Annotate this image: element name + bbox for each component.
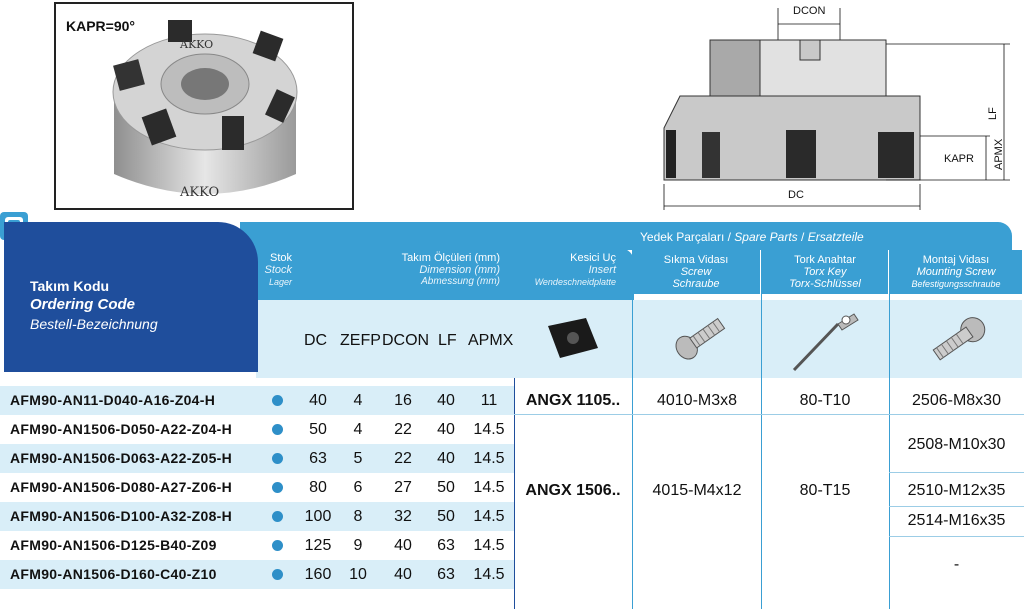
kapr-dim-label: KAPR — [944, 153, 974, 165]
cell-lf: 40 — [437, 421, 455, 438]
mount-cell: 2510-M12x35 — [907, 482, 1006, 499]
cell-dcon: 40 — [394, 566, 412, 583]
code-title-de: Bestell-Bezeichnung — [30, 316, 158, 332]
cell-dc: 160 — [304, 566, 332, 583]
cell-lf: 63 — [437, 537, 455, 554]
insert-cell: ANGX 1506.. — [525, 482, 621, 499]
dcon-dim-label: DCON — [793, 5, 826, 17]
divider — [514, 378, 515, 609]
ordering-code: AFM90-AN1506-D050-A22-Z04-H — [10, 421, 233, 437]
cell-lf: 40 — [437, 450, 455, 467]
milling-cutter-image — [56, 4, 352, 208]
ordering-code: AFM90-AN1506-D125-B40-Z09 — [10, 537, 217, 553]
mounting-screw-icon — [918, 308, 998, 372]
stock-dot — [272, 453, 283, 464]
cell-dc: 50 — [309, 421, 327, 438]
spare-parts-header: Yedek Parçaları / Spare Parts / Ersatzteile — [640, 230, 864, 244]
divider — [889, 536, 1024, 537]
cell-zefp: 9 — [353, 537, 363, 554]
product-table — [0, 220, 1024, 609]
ordering-code: AFM90-AN1506-D100-A32-Z08-H — [10, 508, 233, 524]
stock-dot — [272, 482, 283, 493]
col-lf: LF — [438, 332, 457, 349]
mount-cell: - — [953, 556, 960, 573]
code-title-tr: Takım Kodu — [30, 278, 110, 294]
screw-cell: 4010-M3x8 — [656, 392, 738, 409]
cell-dc: 80 — [309, 479, 327, 496]
cell-dc: 63 — [309, 450, 327, 467]
dimension-header: Takım Ölçüleri (mm) Dimension (mm) Abmessung (mm) — [401, 252, 500, 287]
cell-zefp: 10 — [349, 566, 367, 583]
stock-dot — [272, 540, 283, 551]
screw-cell: 4015-M4x12 — [652, 482, 742, 499]
cell-dcon: 22 — [394, 421, 412, 438]
technical-drawing — [650, 0, 1024, 212]
cell-apmx: 14.5 — [473, 508, 505, 525]
stock-dot — [272, 569, 283, 580]
ordering-code: AFM90-AN1506-D080-A27-Z06-H — [10, 479, 233, 495]
header-bar — [240, 222, 1012, 250]
cell-apmx: 14.5 — [473, 537, 505, 554]
cell-zefp: 8 — [353, 508, 363, 525]
dc-dim-label: DC — [788, 189, 804, 201]
ordering-code-header — [4, 222, 258, 372]
torx-key-icon — [784, 306, 864, 376]
mount-cell: 2514-M16x35 — [907, 512, 1006, 529]
stock-dot — [272, 395, 283, 406]
cell-apmx: 14.5 — [473, 566, 505, 583]
akko-logo-top: AKKO — [180, 38, 214, 51]
divider — [889, 506, 1024, 507]
mount-cell: 2508-M10x30 — [907, 436, 1006, 453]
akko-logo-side: AKKO — [180, 185, 220, 200]
stock-dot — [272, 511, 283, 522]
apmx-dim-label: APMX — [993, 138, 1005, 170]
stock-header: Stok Stock Lager — [264, 252, 292, 287]
product-photo — [54, 2, 354, 210]
cell-apmx: 14.5 — [473, 421, 505, 438]
col-dc: DC — [304, 332, 328, 349]
cell-dcon: 16 — [394, 392, 412, 409]
cell-zefp: 4 — [353, 421, 363, 438]
cell-dc: 125 — [304, 537, 332, 554]
cell-lf: 50 — [437, 479, 455, 496]
ordering-code: AFM90-AN1506-D063-A22-Z05-H — [10, 450, 233, 466]
cell-dcon: 32 — [394, 508, 412, 525]
key-cell: 80-T15 — [799, 482, 851, 499]
cell-apmx: 14.5 — [473, 450, 505, 467]
cell-lf: 63 — [437, 566, 455, 583]
cell-zefp: 4 — [353, 392, 363, 409]
ordering-code: AFM90-AN1506-D160-C40-Z10 — [10, 566, 217, 582]
col-zefp: ZEFP — [340, 332, 381, 349]
cell-lf: 40 — [437, 392, 455, 409]
cell-apmx: 11 — [480, 392, 498, 409]
key-cell: 80-T10 — [799, 392, 851, 409]
cell-zefp: 5 — [353, 450, 363, 467]
divider — [514, 414, 1024, 415]
divider — [889, 472, 1024, 473]
screw-header: Sıkma Vidası Screw Schraube — [632, 250, 760, 294]
cell-dcon: 27 — [394, 479, 412, 496]
divider — [632, 250, 633, 609]
cell-apmx: 14.5 — [473, 479, 505, 496]
screw-icon — [664, 308, 734, 370]
insert-header: Kesici Uç Insert Wendeschneidplatte — [534, 252, 616, 287]
mount-cell: 2506-M8x30 — [912, 392, 1001, 409]
insert-icon — [542, 314, 602, 362]
code-title-en: Ordering Code — [30, 296, 136, 313]
divider — [889, 250, 890, 609]
insert-cell: ANGX 1105.. — [525, 392, 621, 409]
kapr-label: KAPR=90° — [66, 18, 136, 34]
col-dcon: DCON — [382, 332, 430, 349]
cell-zefp: 6 — [353, 479, 363, 496]
cell-dcon: 40 — [394, 537, 412, 554]
key-header: Tork Anahtar Torx Key Torx-Schlüssel — [762, 250, 888, 294]
col-apmx: APMX — [468, 332, 514, 349]
cell-lf: 50 — [437, 508, 455, 525]
cell-dcon: 22 — [394, 450, 412, 467]
stock-dot — [272, 424, 283, 435]
mount-header: Montaj Vidası Mounting Screw Befestigungsschraube — [890, 250, 1022, 294]
cell-dc: 100 — [304, 508, 332, 525]
lf-dim-label: LF — [987, 107, 999, 120]
ordering-code: AFM90-AN11-D040-A16-Z04-H — [10, 392, 216, 408]
cell-dc: 40 — [309, 392, 327, 409]
divider — [761, 250, 762, 609]
